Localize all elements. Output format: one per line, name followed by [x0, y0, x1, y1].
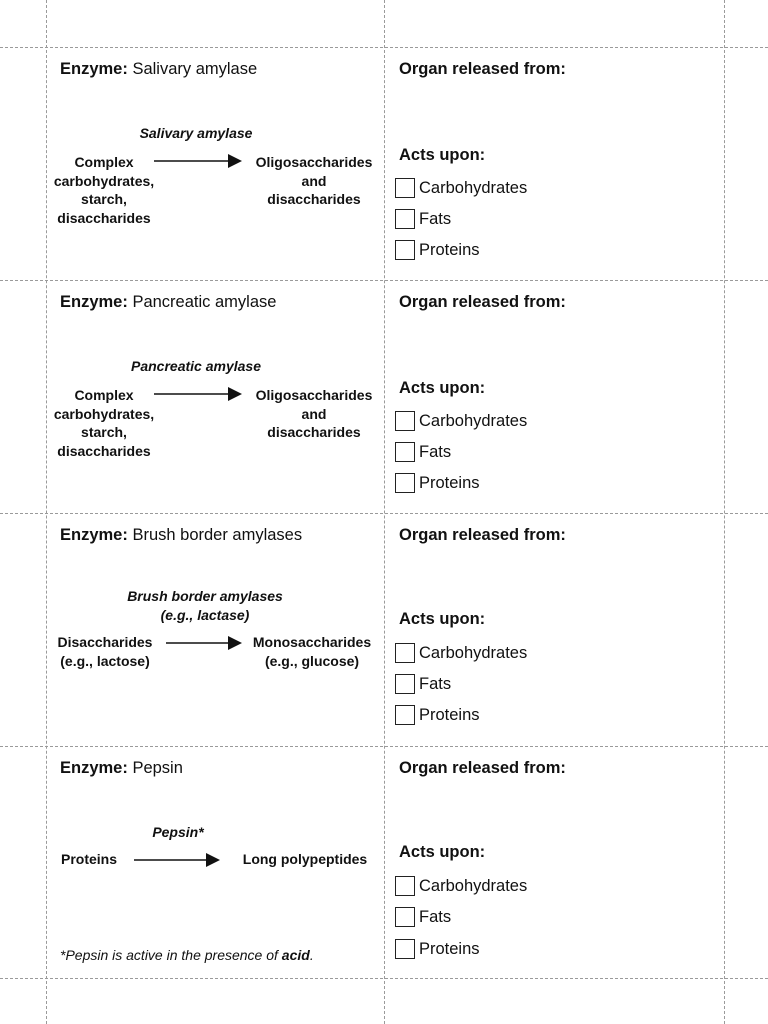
reaction-product: Oligosaccharides and disaccharides [255, 387, 373, 440]
enzyme-title [60, 526, 302, 545]
option-proteins[interactable]: Proteins [395, 703, 480, 727]
reaction-product: Monosaccharides (e.g., glucose) [252, 634, 372, 669]
checkbox-proteins[interactable] [395, 705, 415, 725]
pepsin-note: *Pepsin is active in the presence of acid. [60, 947, 314, 963]
reaction-enzyme: Salivary amylase [139, 125, 253, 141]
enzyme-label: Enzyme: [60, 60, 128, 78]
option-fats[interactable]: Fats [395, 440, 451, 464]
checkbox-fats[interactable] [395, 209, 415, 229]
checkbox-proteins[interactable] [395, 240, 415, 260]
organ-released-label: Organ released from: [399, 759, 566, 777]
enzyme-name: Pepsin [132, 759, 183, 777]
acts-upon-label: Acts upon: [399, 146, 486, 164]
option-proteins[interactable]: Proteins [395, 471, 480, 495]
reaction-substrate: Disaccharides (e.g., lactose) [57, 634, 153, 669]
reaction-arrow-icon [154, 153, 244, 169]
checkbox-proteins[interactable] [395, 473, 415, 493]
acts-upon-label: Acts upon: [399, 610, 486, 628]
checkbox-fats[interactable] [395, 674, 415, 694]
option-carbohydrates[interactable]: Carbohydrates [395, 641, 527, 665]
enzyme-title [60, 759, 183, 778]
organ-released-label: Organ released from: [399, 293, 566, 311]
checkbox-carbohydrates[interactable] [395, 411, 415, 431]
checkbox-carbohydrates[interactable] [395, 643, 415, 663]
enzyme-card-salivary-amylase [0, 47, 768, 280]
enzyme-name: Pancreatic amylase [132, 293, 277, 311]
enzyme-title [60, 293, 276, 312]
organ-released-label: Organ released from: [399, 60, 566, 78]
reaction-substrate: Complex carbohydrates, starch, disaccharides [53, 387, 155, 459]
reaction-arrow-icon [134, 852, 224, 868]
reaction-arrow-icon [166, 635, 246, 651]
enzyme-title [60, 60, 257, 79]
enzyme-card-pancreatic-amylase [0, 280, 768, 513]
enzyme-name: Brush border amylases [132, 526, 303, 544]
reaction-product: Long polypeptides [242, 851, 368, 867]
acts-upon-label: Acts upon: [399, 379, 486, 397]
option-carbohydrates[interactable]: Carbohydrates [395, 409, 527, 433]
option-carbohydrates[interactable]: Carbohydrates [395, 176, 527, 200]
checkbox-carbohydrates[interactable] [395, 876, 415, 896]
reaction-enzyme: Pepsin* [152, 824, 204, 840]
reaction-product: Oligosaccharides and disaccharides [255, 154, 373, 207]
option-proteins[interactable]: Proteins [395, 238, 480, 262]
option-fats[interactable]: Fats [395, 905, 451, 929]
enzyme-card-pepsin [0, 746, 768, 979]
enzyme-card-brush-border-amylases [0, 513, 768, 746]
option-fats[interactable]: Fats [395, 207, 451, 231]
option-proteins[interactable]: Proteins [395, 937, 480, 961]
enzyme-label: Enzyme: [60, 526, 128, 544]
option-carbohydrates[interactable]: Carbohydrates [395, 874, 527, 898]
checkbox-proteins[interactable] [395, 939, 415, 959]
organ-released-label: Organ released from: [399, 526, 566, 544]
reaction-enzyme: Pancreatic amylase [131, 358, 261, 374]
reaction-substrate: Proteins [60, 851, 117, 867]
enzyme-label: Enzyme: [60, 293, 128, 311]
enzyme-name: Salivary amylase [132, 60, 258, 78]
checkbox-fats[interactable] [395, 907, 415, 927]
enzyme-label: Enzyme: [60, 759, 128, 777]
checkbox-fats[interactable] [395, 442, 415, 462]
reaction-substrate: Complex carbohydrates, starch, disaccharides [53, 154, 155, 226]
checkbox-carbohydrates[interactable] [395, 178, 415, 198]
acts-upon-label: Acts upon: [399, 843, 486, 861]
reaction-enzyme: Brush border amylases (e.g., lactase) [127, 588, 283, 623]
reaction-arrow-icon [154, 386, 244, 402]
option-fats[interactable]: Fats [395, 672, 451, 696]
